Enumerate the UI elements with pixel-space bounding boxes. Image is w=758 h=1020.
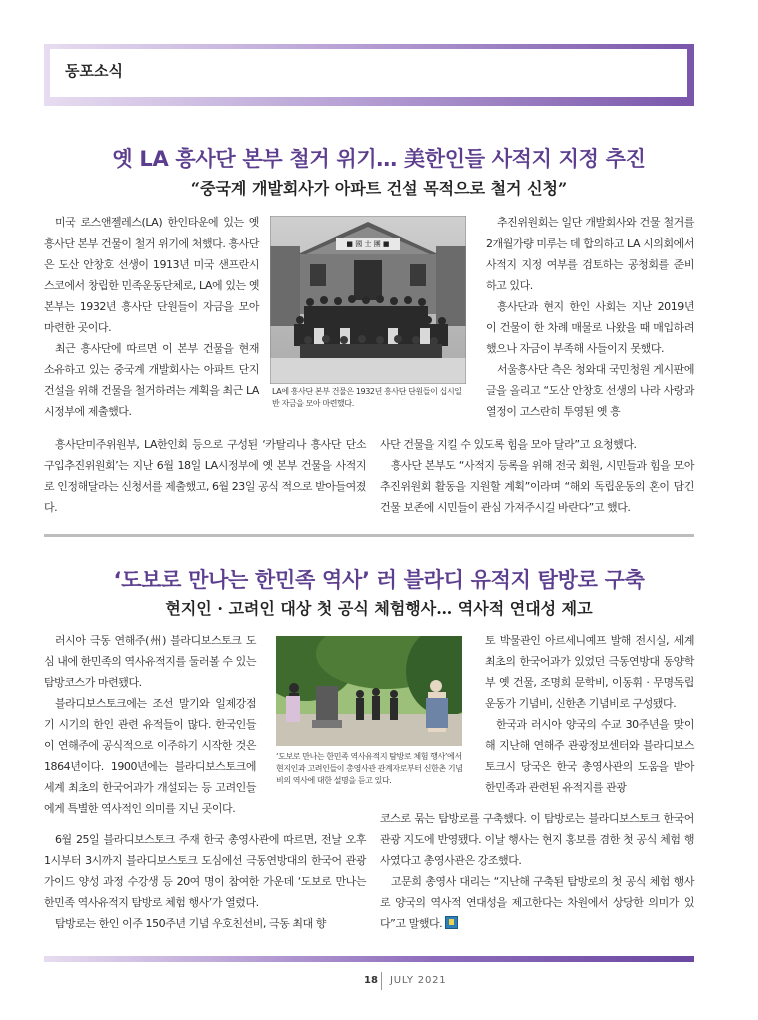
paragraph: 추진위원회는 일단 개발회사와 건물 철거를 2개월가량 미루는 데 합의하고 LA 시의회에서 사적지 지정 여부를 검토하는 공청회를 준비하고 있다. — [486, 216, 694, 292]
paragraph — [380, 871, 694, 934]
article-end-icon — [445, 916, 458, 929]
footer-bar — [44, 956, 694, 962]
article2-title: ‘도보로 만나는 한민족 역사’ 러 블라디 유적지 탐방로 구축 — [113, 568, 645, 592]
section-header — [44, 44, 694, 106]
article-divider — [44, 534, 694, 537]
paragraph: 6월 25일 블라디보스토크 주재 한국 총영사관에 따르면, 전날 오후 1시부터 3시까지 블라디보스토크 도심에선 극동연방대의 한국어 관광가이드 양성 과정 수강생 등 20여 명이 참여한 가운데 ‘도보로 만나는 한민족 역사유적지 탐방로 체험 행사’가 열렸다. — [44, 833, 366, 909]
paragraph: 미국 로스앤젤레스(LA) 한인타운에 있는 옛 흥사단 본부 건물이 철거 위기에 처했다. 흥사단은 도산 안창호 선생이 1913년 미국 샌프란시스코에서 창립한 민족운동단체로, LA에 있는 옛 본부는 1932년 흥사단 단원들이 자금을 모아 마련한 곳이다. — [44, 216, 259, 334]
article1-subtitle: “중국계 개발회사가 아파트 건설 목적으로 철거 신청” — [190, 179, 568, 198]
article1-photo-caption: LA에 흥사단 본부 건물은 1932년 흥사단 단원들이 십시일반 자금을 모아 마련했다. — [272, 387, 462, 408]
article1-photo — [270, 216, 466, 384]
page-number: 18 — [364, 975, 378, 986]
article1-wide-right — [380, 434, 694, 518]
paragraph: 최근 흥사단에 따르면 이 본부 건물을 현재 소유하고 있는 중국계 개발회사는 아파트 단지 건설을 위해 건물을 철거하려는 계획을 최근 LA 시정부에 제출했다. — [44, 342, 259, 418]
paragraph: 흥사단미주위원부, LA한인회 등으로 구성된 ‘카탈리나 흥사단 단소 구입추진위원회’는 지난 6월 18일 LA시정부에 옛 본부 건물을 사적지로 인정해달라는 신청서를 제출했고, 6월 23일 공식 적으로 받아들여졌다. — [44, 438, 366, 514]
paragraph: 탐방로는 한인 이주 150주년 기념 우호친선비, 극동 최대 향 — [55, 917, 326, 930]
paragraph: 한국과 러시아 양국의 수교 30주년을 맞이해 지난해 연해주 관광정보센터와 블라디보스토크시 당국은 한국 총영사관의 도움을 받아 한민족과 관련된 유적지를 관광 — [485, 718, 694, 794]
paragraph: 서울흥사단 측은 청와대 국민청원 게시판에 글을 올리고 “도산 안창호 선생의 나라 사랑과 열정이 고스란히 투영된 옛 흥 — [486, 363, 694, 418]
article2-wide-right — [380, 808, 694, 934]
article2-column-left — [44, 630, 256, 819]
tour-photo-image — [276, 636, 462, 746]
article2-photo-caption: ‘도보로 만나는 한민족 역사유적지 탐방로 체험 행사’에서 현지인과 고려인들이 총영사관 관계자로부터 신한촌 기념비의 역사에 대한 설명을 듣고 있다. — [276, 752, 463, 785]
article1-wide-left — [44, 434, 366, 518]
issue-date: JULY 2021 — [390, 975, 447, 986]
paragraph: 코스로 묶는 탐방로를 구축했다. 이 탐방로는 블라디보스토크 한국어 관광 지도에 반영됐다. 이날 행사는 현지 홍보를 겸한 첫 공식 체험 행사였다고 총영사관은 강조했다. — [380, 812, 694, 867]
article2-photo — [276, 636, 462, 746]
footer-separator — [381, 972, 382, 990]
paragraph: 사단 건물을 지킬 수 있도록 힘을 모아 달라”고 요청했다. — [380, 438, 637, 451]
section-label: 동포소식 — [65, 62, 123, 80]
article1-title: 옛 LA 흥사단 본부 철거 위기… 美한인들 사적지 지정 추진 — [112, 147, 646, 171]
paragraph: 블라디보스토크에는 조선 말기와 일제강점기 시기의 한인 관련 유적들이 많다. 한국인들이 연해주에 공식적으로 이주하기 시작한 것은 1864년이다. 1900년에는 블라디보스토크에 세계 최초의 한국어과가 개설되는 등 고려인들에게 특별한 역사적인 의미를 지닌 곳이다. — [44, 697, 256, 815]
article2-column-right — [485, 630, 694, 798]
article1-column-left — [44, 212, 259, 422]
photo-sign-text: ■ 國 士 團 ■ — [346, 240, 390, 248]
article1-column-right — [486, 212, 694, 422]
paragraph: 흥사단과 현지 한인 사회는 지난 2019년 이 건물이 한 차례 매물로 나왔을 때 매입하려 했으나 자금이 부족해 사들이지 못했다. — [486, 300, 694, 355]
section-header-inner — [50, 49, 687, 97]
article2-subtitle: 현지인 · 고려인 대상 첫 공식 체험행사… 역사적 연대성 제고 — [165, 599, 593, 618]
paragraph: 흥사단 본부도 “사적지 등록을 위해 전국 회원, 시민들과 힘을 모아 추진위원회 활동을 지원할 계획”이라며 “해외 독립운동의 혼이 담긴 건물 보존에 시민들이 관심 가져주시길 바란다”고 했다. — [380, 459, 694, 514]
paragraph-text: 고문희 총영사 대리는 “지난해 구축된 탐방로의 첫 공식 체험 행사로 양국의 역사적 연대성을 제고한다는 차원에서 상당한 의미가 있다”고 말했다. — [380, 875, 694, 930]
paragraph: 러시아 극동 연해주(州) 블라디보스토크 도심 내에 한민족의 역사유적지를 둘러볼 수 있는 탐방코스가 마련됐다. — [44, 634, 256, 689]
article2-wide-left — [44, 829, 366, 934]
paragraph: 토 박물관인 아르세니예프 발해 전시실, 세계 최초의 한국어과가 있었던 극동연방대 동양학부 옛 건물, 조명희 문학비, 이동휘 · 무명독립운동가 기념비, 신한촌 기념비로 구성됐다. — [485, 634, 694, 710]
